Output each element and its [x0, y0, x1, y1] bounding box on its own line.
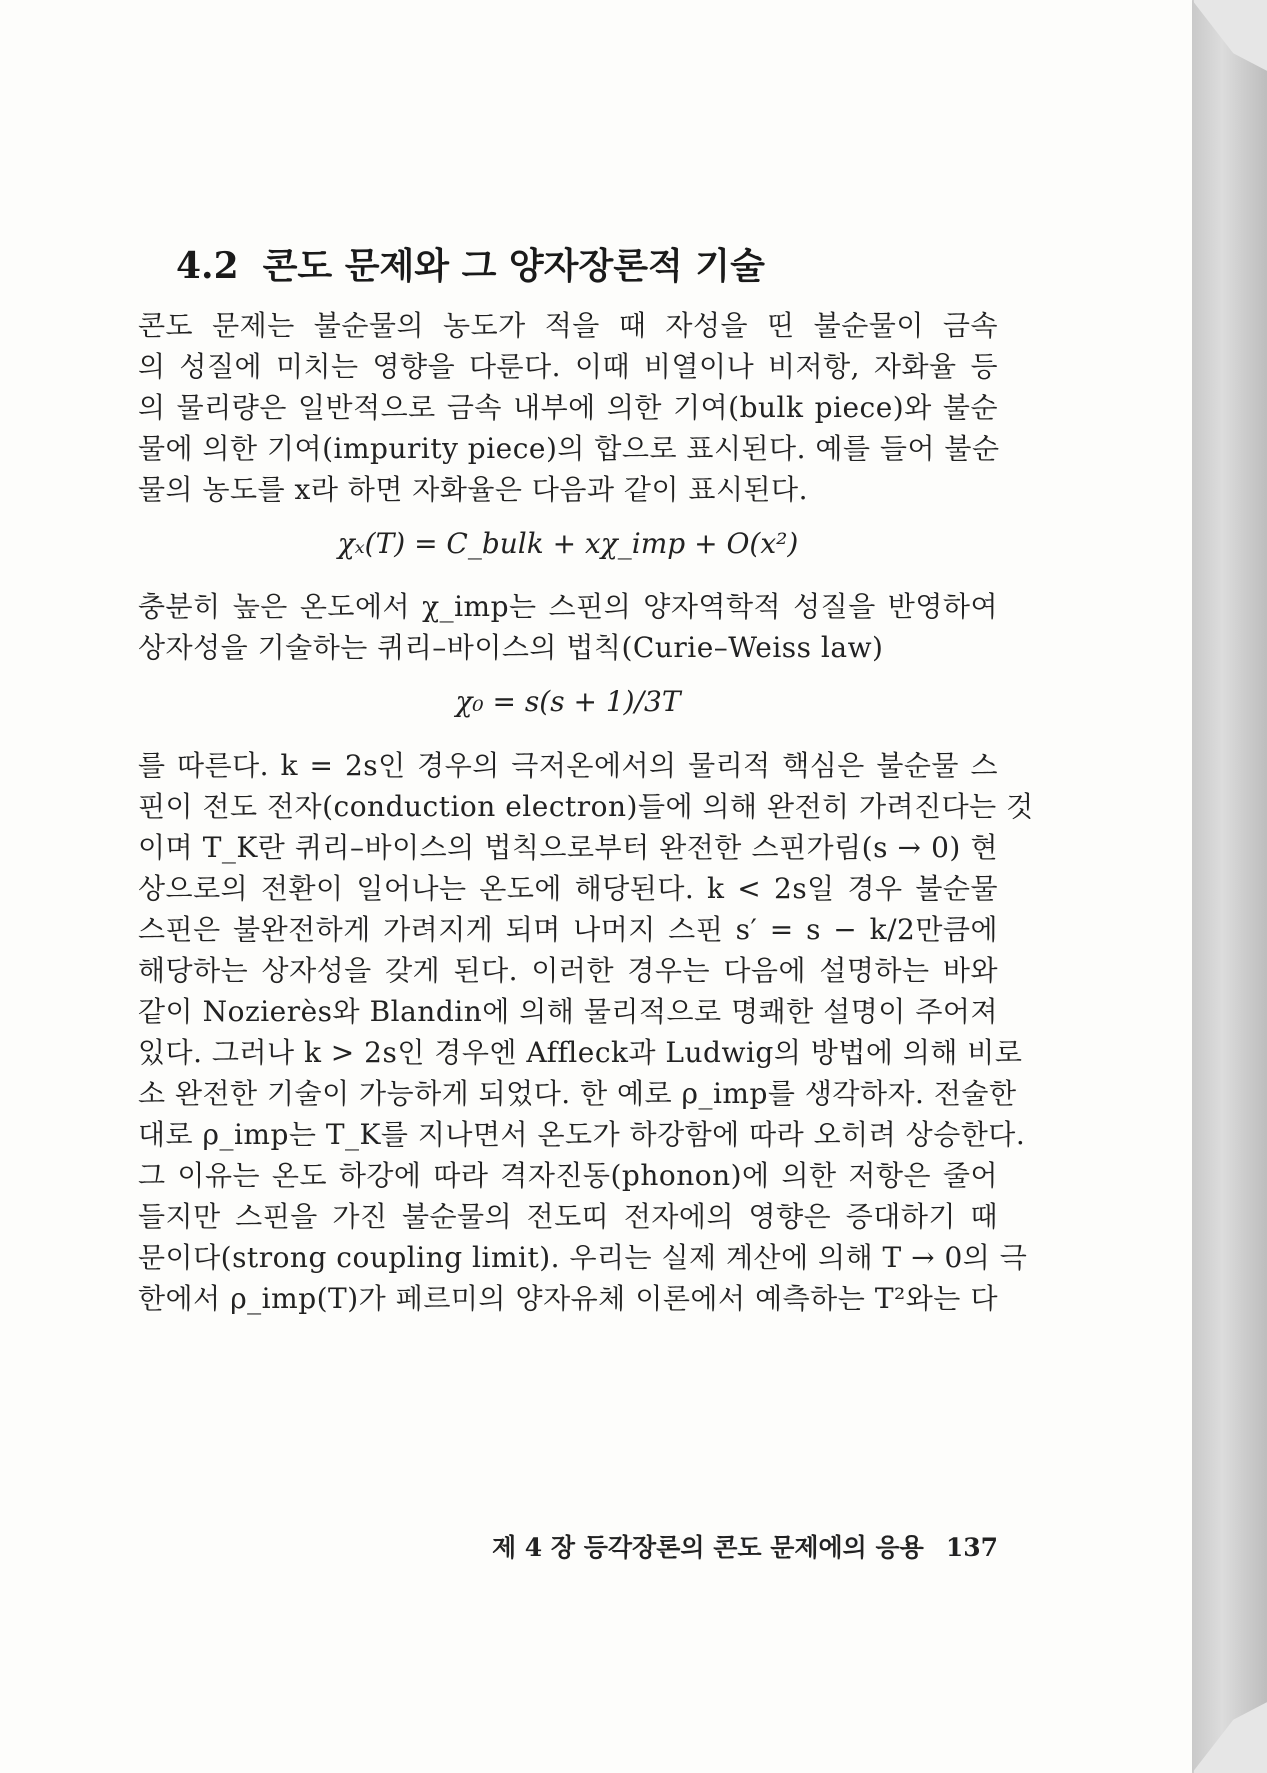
- section-number: 4.2: [176, 245, 239, 287]
- text-line: 그 이유는 온도 하강에 따라 격자진동(phonon)에 의한 저항은 줄어: [138, 1159, 998, 1192]
- text-line: 콘도 문제는 불순물의 농도가 적을 때 자성을 띤 불순물이 금속: [138, 309, 998, 342]
- text-line: 있다. 그러나 k > 2s인 경우엔 Affleck과 Ludwig의 방법에 의해 비로: [138, 1036, 1023, 1069]
- text-line: 소 완전한 기술이 가능하게 되었다. 한 예로 ρ_imp를 생각하자. 전술한: [138, 1077, 1017, 1110]
- equation-susceptibility: χₓ(T) = C_bulk + xχ_imp + O(x²): [337, 527, 799, 560]
- text-line: 들지만 스핀을 가진 불순물의 전도띠 전자에의 영향은 증대하기 때: [138, 1200, 998, 1233]
- book-edge: [1192, 0, 1267, 1773]
- text-line: 를 따른다. k = 2s인 경우의 극저온에서의 물리적 핵심은 불순물 스: [138, 749, 998, 782]
- text-line: 물의 농도를 x라 하면 자화율은 다음과 같이 표시된다.: [138, 473, 809, 506]
- text-line: 상으로의 전환이 일어나는 온도에 해당된다. k < 2s일 경우 불순물: [138, 872, 998, 905]
- equation-curie-weiss: χ₀ = s(s + 1)/3T: [455, 685, 681, 718]
- text-line: 스핀은 불완전하게 가려지게 되며 나머지 스핀 s′ = s − k/2만큼에: [138, 913, 998, 946]
- section-heading: [176, 238, 765, 289]
- text-line: 물에 의한 기여(impurity piece)의 합으로 표시된다. 예를 들어 불순: [138, 432, 1000, 465]
- text-line: 해당하는 상자성을 갖게 된다. 이러한 경우는 다음에 설명하는 바와: [138, 954, 998, 987]
- text-line: 충분히 높은 온도에서 χ_imp는 스핀의 양자역학적 성질을 반영하여: [138, 590, 998, 623]
- text-line: 문이다(strong coupling limit). 우리는 실제 계산에 의해 T → 0의 극: [138, 1241, 1028, 1274]
- chapter-title: 제 4 장 등각장론의 콘도 문제에의 응용: [491, 1533, 924, 1562]
- text-line: 의 물리량은 일반적으로 금속 내부에 의한 기여(bulk piece)와 불순: [138, 391, 998, 424]
- text-line: 대로 ρ_imp는 T_K를 지나면서 온도가 하강함에 따라 오히려 상승한다.: [138, 1118, 1026, 1151]
- text-line: 핀이 전도 전자(conduction electron)들에 의해 완전히 가려진다는 것: [138, 790, 1034, 823]
- section-title: 콘도 문제와 그 양자장론적 기술: [262, 245, 765, 287]
- page-number: 137: [945, 1533, 998, 1562]
- text-line: 같이 Nozierès와 Blandin에 의해 물리적으로 명쾌한 설명이 주어져: [138, 995, 998, 1028]
- text-line: 상자성을 기술하는 퀴리–바이스의 법칙(Curie–Weiss law): [138, 631, 884, 664]
- page-footer: [138, 1528, 998, 1564]
- text-line: 의 성질에 미치는 영향을 다룬다. 이때 비열이나 비저항, 자화율 등: [138, 350, 998, 383]
- text-line: 한에서 ρ_imp(T)가 페르미의 양자유체 이론에서 예측하는 T²와는 다: [138, 1282, 998, 1315]
- text-line: 이며 T_K란 퀴리–바이스의 법칙으로부터 완전한 스핀가림(s → 0) 현: [138, 831, 998, 864]
